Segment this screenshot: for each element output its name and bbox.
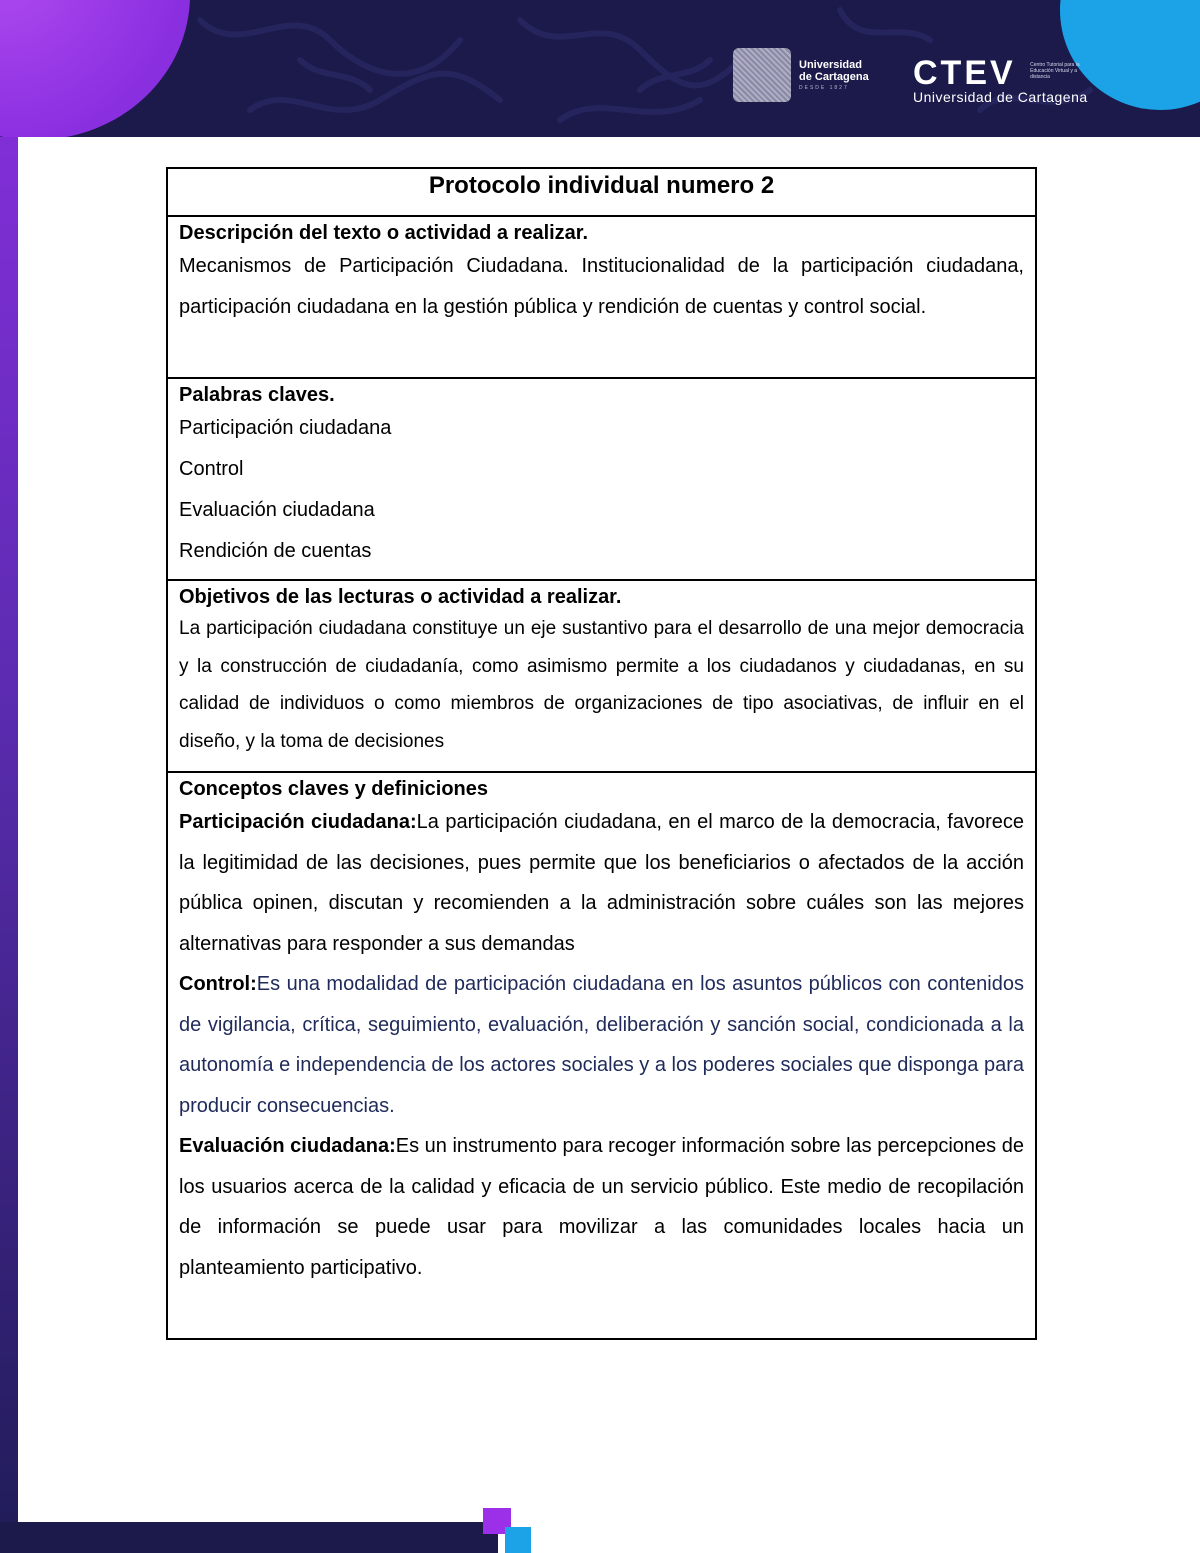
page-header bbox=[0, 0, 1200, 137]
objectives-text: La participación ciudadana constituye un eje sustantivo para el desarrollo de una mejor democracia y la construcción de ciudadanía, como asimismo permite a los ciudadanos y ciudadanas, en su calidad de individuos o como miembros de organizaciones de tipo asociativas, de influir en el diseño, y la toma de decisiones bbox=[179, 618, 1024, 752]
description-text: Mecanismos de Participación Ciudadana. Institucionalidad de la participación ciudadana, participación ciudadana en la gestión pública y rendición de cuentas y control social. bbox=[179, 255, 1024, 318]
concept-participacion bbox=[179, 802, 1024, 964]
keywords-heading: Palabras claves. bbox=[179, 384, 335, 406]
concept-definition: Es un instrumento para recoger información sobre las percepciones de los usuarios acerca de la calidad y eficacia de un servicio público. Este medio de recopilación de información se puede usar para movilizar a las comunidades locales hacia un planteamiento participativo. bbox=[179, 1135, 1024, 1279]
footer-bar bbox=[0, 1522, 498, 1553]
concept-term: Participación ciudadana: bbox=[179, 811, 417, 833]
udc-logo-small: DESDE 1827 bbox=[799, 85, 849, 91]
title-row bbox=[167, 168, 1036, 216]
ctev-logo-subtitle: Universidad de Cartagena bbox=[913, 89, 1088, 105]
concepts-row bbox=[167, 772, 1036, 1339]
protocol-table bbox=[166, 167, 1037, 1340]
concepts-heading: Conceptos claves y definiciones bbox=[179, 778, 488, 800]
protocol-title: Protocolo individual numero 2 bbox=[167, 168, 1036, 216]
concept-definition: La participación ciudadana, en el marco de la democracia, favorece la legitimidad de las decisiones, pues permite que los beneficiarios o afectados de la acción pública opinen, discutan y recomienden a la administración sobre cuáles son las mejores alternativas para responder a sus demandas bbox=[179, 811, 1024, 955]
udc-logo-line1: Universidad bbox=[799, 59, 862, 71]
concept-evaluacion bbox=[179, 1126, 1024, 1288]
keywords-row bbox=[167, 378, 1036, 580]
description-heading: Descripción del texto o actividad a realizar. bbox=[179, 222, 589, 244]
description-row bbox=[167, 216, 1036, 378]
university-crest-icon bbox=[733, 48, 791, 102]
left-decorative-band bbox=[0, 0, 18, 1553]
keyword-item: Evaluación ciudadana bbox=[179, 499, 375, 521]
keyword-item: Control bbox=[179, 458, 244, 480]
concept-control bbox=[179, 964, 1024, 1126]
keyword-item: Participación ciudadana bbox=[179, 417, 392, 439]
objectives-row bbox=[167, 580, 1036, 772]
ctev-logo-main: CTEV bbox=[913, 54, 1016, 92]
ctev-logo bbox=[913, 54, 1088, 105]
udc-logo-line2: de Cartagena bbox=[799, 71, 869, 83]
ctev-logo-tagline: Centro Tutorial para la Educación Virtual y a distancia bbox=[1030, 62, 1080, 80]
concept-term: Evaluación ciudadana: bbox=[179, 1135, 396, 1157]
keyword-item: Rendición de cuentas bbox=[179, 540, 372, 562]
concept-definition: Es una modalidad de participación ciudadana en los asuntos públicos con contenidos de vigilancia, crítica, seguimiento, evaluación, deliberación y sanción social, condicionada a la autonomía e independencia de los actores sociales y a los poderes sociales que disponga para producir consecuencias. bbox=[179, 973, 1024, 1117]
footer-blue-square bbox=[505, 1527, 531, 1553]
objectives-heading: Objetivos de las lecturas o actividad a realizar. bbox=[179, 586, 622, 608]
universidad-de-cartagena-logo bbox=[733, 48, 869, 102]
concept-term: Control: bbox=[179, 973, 257, 995]
